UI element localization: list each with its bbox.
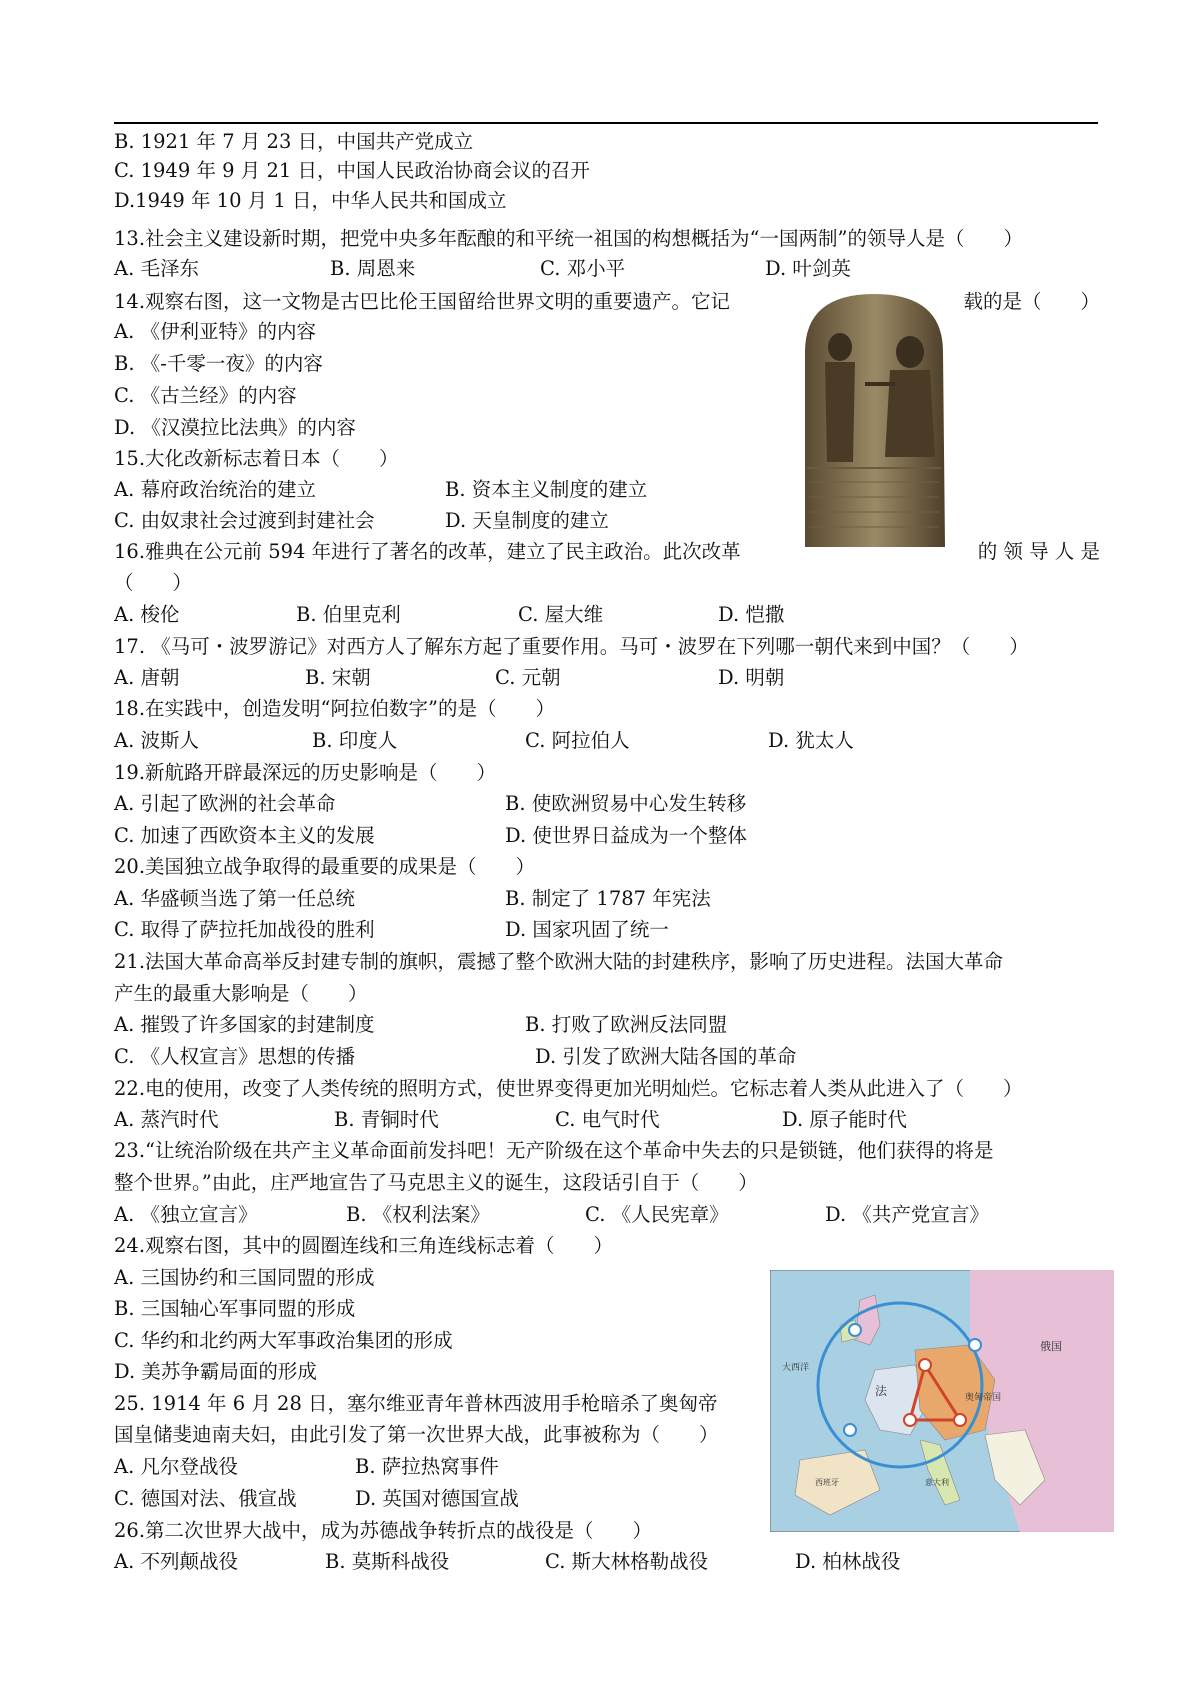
map-label-atlantic: 大西洋 [782,1363,810,1373]
q23-option-b: B. 《权利法案》 [346,1203,490,1226]
q22-option-d: D. 原子能时代 [782,1108,907,1131]
q14-option-d: D. 《汉漠拉比法典》的内容 [114,416,356,439]
q12-option-d: D.1949 年 10 月 1 日，中华人民共和国成立 [114,189,507,212]
q18-option-b: B. 印度人 [312,729,398,752]
header-rule [114,122,1098,124]
question-21-line2: 产生的最重大影响是（ ） [114,982,368,1005]
q15-option-c: C. 由奴隶社会过渡到封建社会 [114,509,375,532]
q13-option-b: B. 周恩来 [330,257,416,280]
question-16: 16.雅典在公元前 594 年进行了著名的改革，建立了民主政治。此次改革 [114,540,741,563]
q25-option-a: A. 凡尔登战役 [114,1455,238,1478]
q25-option-d: D. 英国对德国宣战 [355,1487,519,1510]
question-24: 24.观察右图，其中的圆圈连线和三角连线标志着（ ） [114,1234,614,1257]
q24-option-b: B. 三国轴心军事同盟的形成 [114,1297,356,1320]
q17-option-b: B. 宋朝 [305,666,371,689]
q21-option-c: C. 《人权宣言》思想的传播 [114,1045,356,1068]
q14-option-a: A. 《伊利亚特》的内容 [114,320,316,343]
q14-option-b: B. 《-千零一夜》的内容 [114,352,323,375]
q26-option-a: A. 不列颠战役 [114,1550,238,1573]
q14-option-c: C. 《古兰经》的内容 [114,384,297,407]
map-label-austria: 奥匈帝国 [965,1393,1002,1403]
q17-option-c: C. 元朝 [495,666,561,689]
q13-option-d: D. 叶剑英 [765,257,851,280]
q25-option-b: B. 萨拉热窝事件 [355,1455,499,1478]
q19-option-b: B. 使欧洲贸易中心发生转移 [505,792,747,815]
q12-option-c: C. 1949 年 9 月 21 日，中国人民政治协商会议的召开 [114,159,590,182]
q21-option-a: A. 摧毁了许多国家的封建制度 [114,1013,375,1036]
question-20: 20.美国独立战争取得的最重要的成果是（ ） [114,855,536,878]
q16-option-b: B. 伯里克利 [296,603,401,626]
q25-option-c: C. 德国对法、俄宣战 [114,1487,297,1510]
q13-option-c: C. 邓小平 [540,257,626,280]
question-23-line2: 整个世界。”由此，庄严地宣告了马克思主义的诞生，这段话引自于（ ） [114,1171,758,1194]
question-14-tail: 载的是（ ） [963,290,1100,313]
q23-option-a: A. 《独立宣言》 [114,1203,258,1226]
q13-option-a: A. 毛泽东 [114,257,199,280]
map-label-france: 法 [875,1384,888,1398]
question-25: 25. 1914 年 6 月 28 日，塞尔维亚青年普林西波用手枪暗杀了奥匈帝 [114,1392,718,1415]
q22-option-a: A. 蒸汽时代 [114,1108,219,1131]
question-25-line2: 国皇储斐迪南夫妇，由此引发了第一次世界大战，此事被称为（ ） [114,1423,719,1446]
map-label-spain: 西班牙 [815,1478,839,1487]
hammurabi-stele-image [795,292,953,547]
question-23: 23.“让统治阶级在共产主义革命面前发抖吧！无产阶级在这个革命中失去的只是锁链，他们获得的将是 [114,1139,994,1162]
q24-option-c: C. 华约和北约两大军事政治集团的形成 [114,1329,453,1352]
question-19: 19.新航路开辟最深远的历史影响是（ ） [114,761,497,784]
q26-option-d: D. 柏林战役 [795,1550,901,1573]
question-26: 26.第二次世界大战中，成为苏德战争转折点的战役是（ ） [114,1519,653,1542]
question-16-tail: 的 领 导 人 是 [977,540,1100,563]
q21-option-b: B. 打败了欧洲反法同盟 [525,1013,728,1036]
question-16-paren: （ ） [114,571,193,594]
q16-option-d: D. 恺撒 [718,603,785,626]
question-18: 18.在实践中，创造发明“阿拉伯数字”的是（ ） [114,697,555,720]
q22-option-b: B. 青铜时代 [334,1108,439,1131]
q18-option-a: A. 波斯人 [114,729,199,752]
q20-option-b: B. 制定了 1787 年宪法 [505,887,711,910]
europe-alliance-map [770,1270,1114,1532]
q20-option-d: D. 国家巩固了统一 [505,918,669,941]
question-13: 13.社会主义建设新时期，把党中央多年酝酿的和平统一祖国的构想概括为“一国两制”的领导人是（ ） [114,227,1023,250]
question-22: 22.电的使用，改变了人类传统的照明方式，使世界变得更加光明灿烂。它标志着人类从此进入了（ ） [114,1077,1023,1100]
question-15: 15.大化改新标志着日本（ ） [114,447,399,470]
q26-option-c: C. 斯大林格勒战役 [545,1550,709,1573]
q16-option-a: A. 梭伦 [114,603,180,626]
question-21: 21.法国大革命高举反封建专制的旗帜，震撼了整个欧洲大陆的封建秩序，影响了历史进程。法国大革命 [114,950,1004,973]
q20-option-a: A. 华盛顿当选了第一任总统 [114,887,355,910]
question-17: 17. 《马可・波罗游记》对西方人了解东方起了重要作用。马可・波罗在下列哪一朝代来到中国？（ ） [114,635,1029,658]
q20-option-c: C. 取得了萨拉托加战役的胜利 [114,918,375,941]
q16-option-c: C. 屋大维 [518,603,604,626]
q21-option-d: D. 引发了欧洲大陆各国的革命 [535,1045,797,1068]
q12-option-b: B. 1921 年 7 月 23 日，中国共产党成立 [114,130,474,153]
q23-option-c: C. 《人民宪章》 [585,1203,729,1226]
q19-option-d: D. 使世界日益成为一个整体 [505,824,747,847]
q18-option-d: D. 犹太人 [768,729,854,752]
q17-option-d: D. 明朝 [718,666,785,689]
q26-option-b: B. 莫斯科战役 [325,1550,450,1573]
q17-option-a: A. 唐朝 [114,666,180,689]
q15-option-d: D. 天皇制度的建立 [445,509,609,532]
q19-option-c: C. 加速了西欧资本主义的发展 [114,824,375,847]
q15-option-a: A. 幕府政治统治的建立 [114,478,316,501]
question-14: 14.观察右图，这一文物是古巴比伦王国留给世界文明的重要遗产。它记 [114,290,731,313]
q23-option-d: D. 《共产党宣言》 [825,1203,989,1226]
q24-option-a: A. 三国协约和三国同盟的形成 [114,1266,375,1289]
q19-option-a: A. 引起了欧洲的社会革命 [114,792,336,815]
q18-option-c: C. 阿拉伯人 [525,729,630,752]
map-label-russia: 俄国 [1040,1340,1062,1353]
q22-option-c: C. 电气时代 [555,1108,660,1131]
q24-option-d: D. 美苏争霸局面的形成 [114,1360,317,1383]
map-label-italy: 意大利 [925,1478,949,1487]
q15-option-b: B. 资本主义制度的建立 [445,478,648,501]
